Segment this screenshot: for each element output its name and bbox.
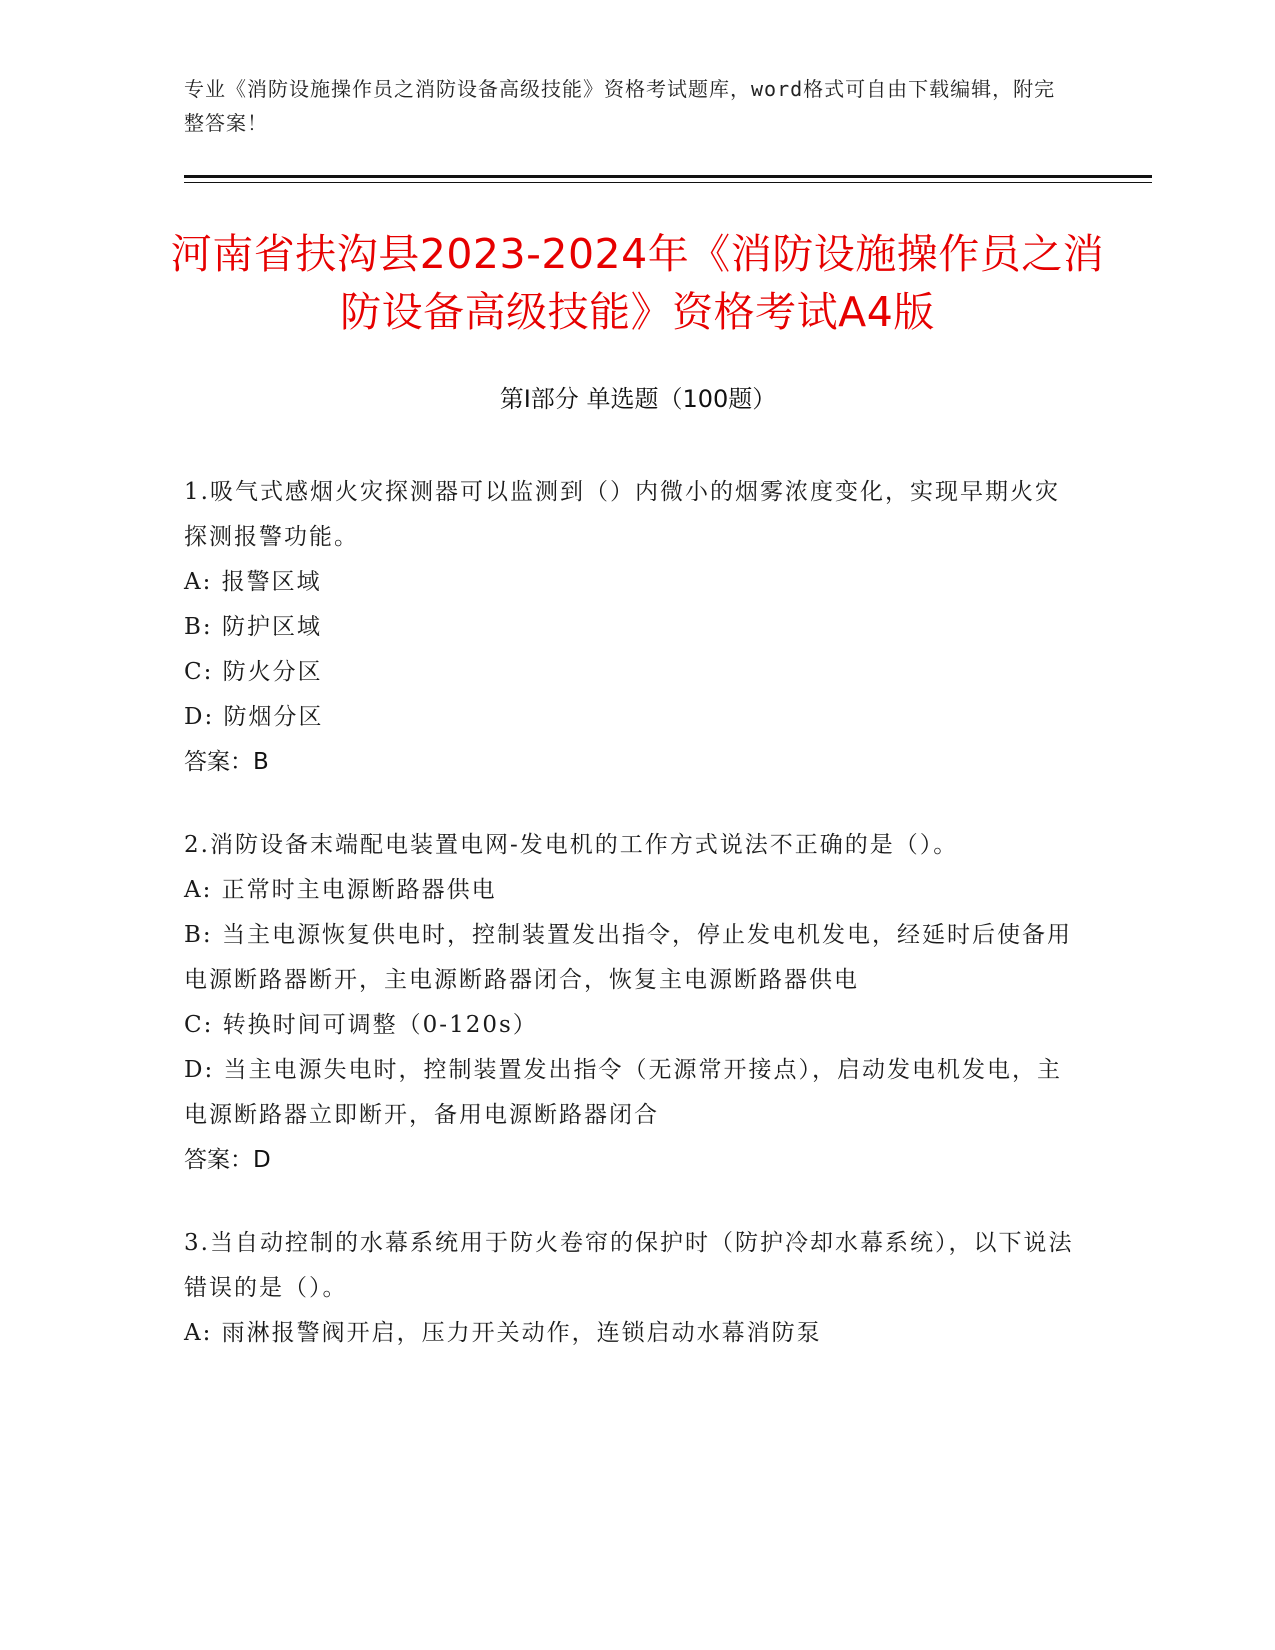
question-list	[184, 470, 1074, 1394]
question-1	[184, 470, 1074, 785]
header-divider-thick	[184, 175, 1152, 178]
option-d: D: 防烟分区	[184, 704, 324, 730]
option-a: A: 正常时主电源断路器供电	[184, 877, 497, 903]
header-note: 专业《消防设施操作员之消防设备高级技能》资格考试题库，word格式可自由下载编辑，附完整答案！	[184, 77, 1056, 135]
question-3	[184, 1221, 1074, 1356]
option-b: B: 当主电源恢复供电时，控制装置发出指令，停止发电机发电，经延时后使备用电源断路器断开，主电源断路器闭合，恢复主电源断路器供电	[184, 922, 1072, 993]
option-a: A: 雨淋报警阀开启，压力开关动作，连锁启动水幕消防泵	[184, 1320, 822, 1346]
answer: 答案：D	[184, 1147, 271, 1173]
document-title: 河南省扶沟县2023-2024年《消防设施操作员之消防设备高级技能》资格考试A4版	[170, 230, 1105, 336]
option-b: B: 防护区域	[184, 614, 322, 640]
option-a: A: 报警区域	[184, 569, 322, 595]
question-stem: 2.消防设备末端配电装置电网-发电机的工作方式说法不正确的是（）。	[184, 832, 959, 858]
section-title: 第Ⅰ部分 单选题（100题）	[499, 385, 777, 413]
option-d: D: 当主电源失电时，控制装置发出指令（无源常开接点），启动发电机发电，主电源断路器立即断开，备用电源断路器闭合	[184, 1057, 1063, 1128]
option-c: C: 防火分区	[184, 659, 323, 685]
header-divider-thin	[184, 182, 1152, 183]
question-2	[184, 823, 1074, 1183]
question-stem: 3.当自动控制的水幕系统用于防火卷帘的保护时（防护冷却水幕系统），以下说法错误的是（）。	[184, 1230, 1074, 1301]
answer: 答案：B	[184, 749, 269, 775]
option-c: C: 转换时间可调整（0-120s）	[184, 1012, 538, 1038]
question-stem: 1.吸气式感烟火灾探测器可以监测到（）内微小的烟雾浓度变化，实现早期火灾探测报警功能。	[184, 479, 1060, 550]
